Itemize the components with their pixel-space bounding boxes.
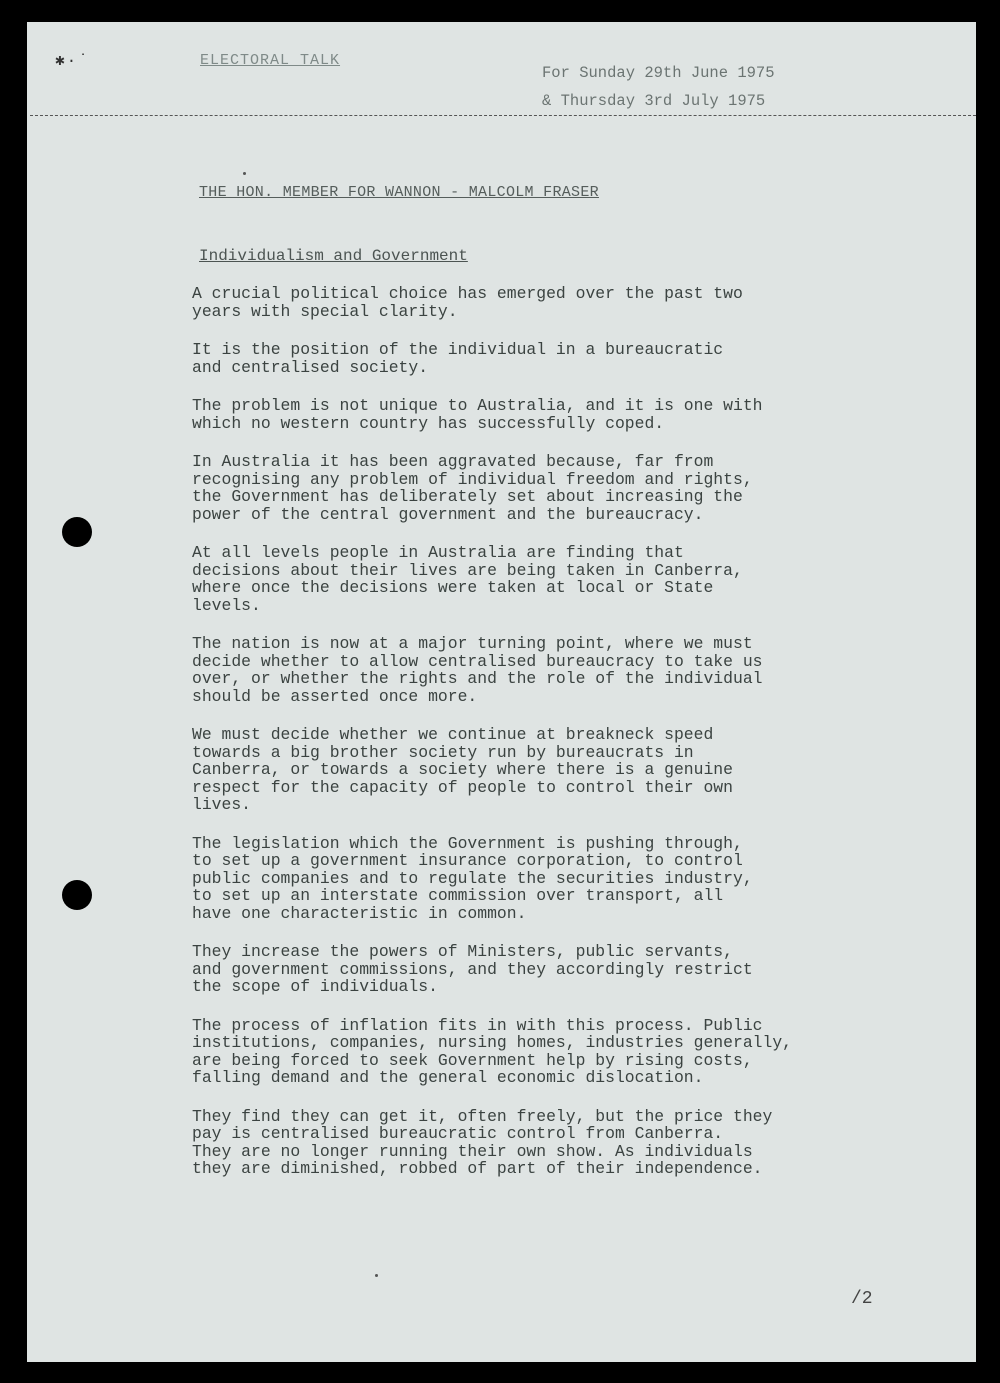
header-date-line-1: For Sunday 29th June 1975 [542,64,775,82]
paragraph: We must decide whether we continue at breakneck speed towards a big brother society run by bureaucrats in Canberra, or towards a society where there is a genuine respect for the capacity of people to control their own lives. [192,725,733,814]
paragraph: At all levels people in Australia are finding that decisions about their lives are being taken in Canberra, where once the decisions were taken at local or State levels. [192,543,743,615]
document-page [27,22,976,1362]
body-text [192,285,927,1199]
paragraph: The problem is not unique to Australia, and it is one with which no western country has successfully coped. [192,396,763,433]
paragraph: The process of inflation fits in with this process. Public institutions, companies, nursing homes, industries generally, are being forced to seek Government help by rising costs, falling demand and the general economic dislocation. [192,1015,792,1087]
paragraph: The nation is now at a major turning point, where we must decide whether to allow centralised bureaucracy to take us over, or whether the rights and the role of the individual should be asserted once more. [192,634,763,706]
paragraph: They find they can get it, often freely, but the price they pay is centralised bureaucratic control from Canberra. They are no longer running their own show. As individuals they are diminished, robbed of part of their independence. [192,1106,773,1178]
paragraph: The legislation which the Government is pushing through, to set up a government insurance corporation, to control public companies and to regulate the securities industry, to set up an interstate commission over transport, all have one characteristic in common. [192,833,753,923]
punch-hole [62,517,92,547]
header-divider [30,115,976,116]
paragraph: It is the position of the individual in a bureaucratic and centralised society. [192,340,724,377]
document-title: THE HON. MEMBER FOR WANNON - MALCOLM FRASER [199,184,599,201]
ink-smudge: ✱·˙ [55,52,90,70]
ink-dot [243,172,246,175]
header-dates [542,59,775,115]
page-number: /2 [851,1289,873,1309]
paragraph: A crucial political choice has emerged over the past two years with special clarity. [192,284,743,321]
ink-dot [375,1274,378,1277]
paragraph: In Australia it has been aggravated because, far from recognising any problem of individual freedom and rights, the Government has deliberately set about increasing the power of the central government and the bureaucracy. [192,452,753,524]
paragraph: They increase the powers of Ministers, public servants, and government commissions, and they accordingly restrict the scope of individuals. [192,942,753,996]
section-heading: Individualism and Government [199,247,468,265]
header-label: ELECTORAL TALK [200,52,341,69]
punch-hole [62,880,92,910]
header-date-line-2: & Thursday 3rd July 1975 [542,92,766,110]
